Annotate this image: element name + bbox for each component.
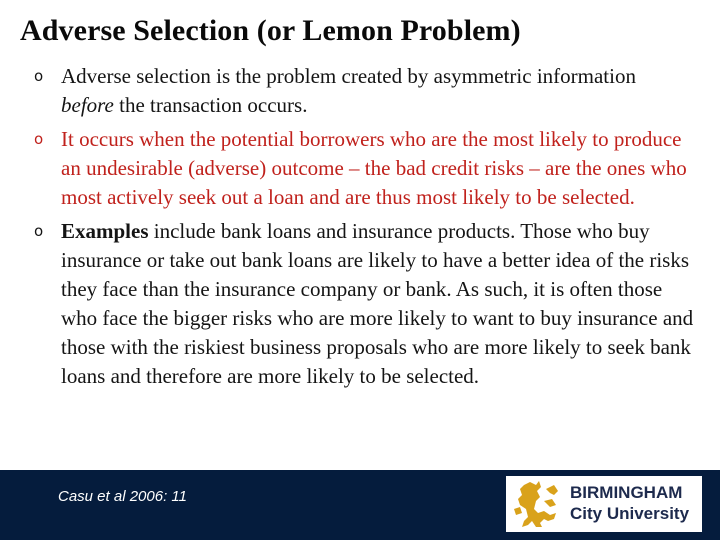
bullet-item-occurrence: [34, 125, 694, 212]
bullet-text: It occurs when the potential borrowers who are the most likely to produce an undesirable (adverse) outcome – the bad credit risks – are the ones who most actively seek out a loan and are thus most likely to be selected.: [61, 127, 687, 209]
bullet-item-definition: [34, 62, 694, 120]
citation: Casu et al 2006: 11: [58, 488, 187, 505]
lion-rampant-icon: [510, 479, 562, 529]
bullet-item-examples: [34, 217, 694, 391]
bullet-text: Adverse selection is the problem created by asymmetric information: [61, 64, 636, 88]
logo-text-line2: City University: [570, 504, 690, 523]
bullet-text: include bank loans and insurance products. Those who buy insurance or take out bank loans are likely to have a better idea of the risks they face than the insurance company or bank. As such, it is often those who face the bigger risks who are more likely to want to buy insurance and those with the riskiest business proposals who are more likely to seek bank loans and therefore are more likely to be selected.: [61, 219, 694, 388]
university-logo: [506, 476, 702, 532]
footer-bar: [0, 470, 720, 540]
bullet-marker: o: [34, 130, 44, 148]
bullet-text: the transaction occurs.: [119, 93, 308, 117]
slide-title: Adverse Selection (or Lemon Problem): [20, 14, 521, 47]
bullet-marker: o: [34, 67, 44, 85]
bullet-list: [34, 62, 694, 396]
bullet-marker: o: [34, 222, 44, 240]
bullet-keyword: Examples: [61, 219, 149, 243]
bullet-emphasis: before: [61, 93, 114, 117]
logo-text-line1: BIRMINGHAM: [570, 483, 683, 502]
